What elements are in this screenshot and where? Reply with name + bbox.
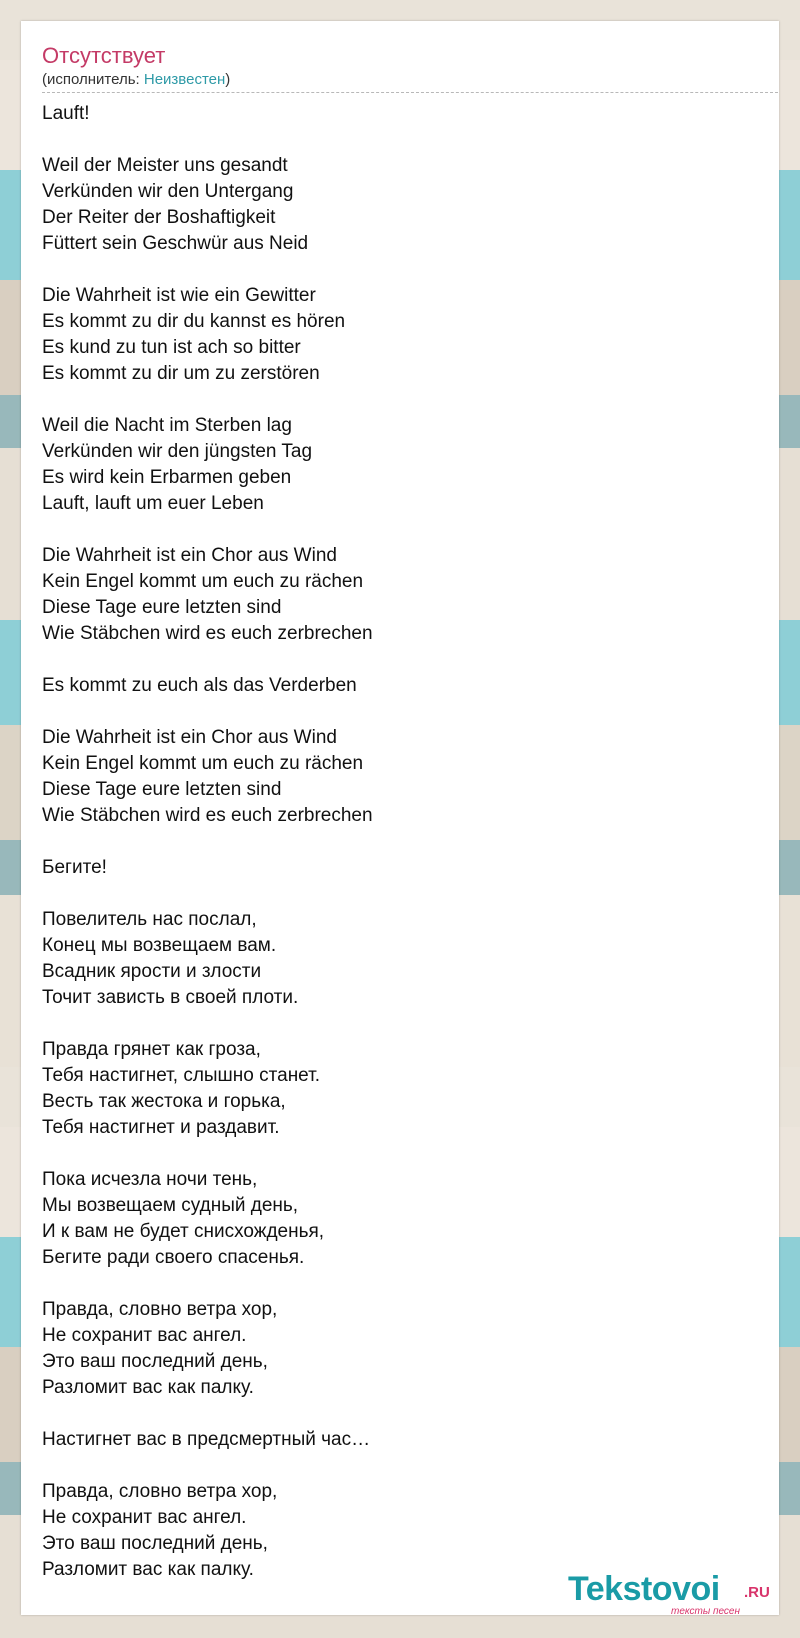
lyric-line: Правда, словно ветра хор, <box>42 1299 278 1320</box>
stanza-gap <box>42 387 762 413</box>
lyric-line: Конец мы возвещаем вам. <box>42 935 277 956</box>
lyric-line: Это ваш последний день, <box>42 1351 268 1372</box>
artist-link[interactable]: Неизвестен <box>143 71 226 88</box>
lyric-line: Es kommt zu dir du kannst es hören <box>42 311 346 332</box>
lyrics-card <box>21 21 779 1615</box>
artist-prefix: (исполнитель: <box>42 71 144 88</box>
song-title: Отсутствует <box>42 43 166 68</box>
lyric-line: Lauft, lauft um euer Leben <box>42 493 264 514</box>
lyric-line: Это ваш последний день, <box>42 1533 268 1554</box>
lyric-line: Пока исчезла ночи тень, <box>42 1169 258 1190</box>
lyric-line: Правда грянет как гроза, <box>42 1039 261 1060</box>
lyric-line: Es kommt zu dir um zu zerstören <box>42 363 320 384</box>
lyric-line: Тебя настигнет и раздавит. <box>42 1117 280 1138</box>
lyric-line: Es kommt zu euch als das Verderben <box>42 675 357 696</box>
lyric-line: Kein Engel kommt um euch zu rächen <box>42 571 364 592</box>
lyric-line: Füttert sein Geschwür aus Neid <box>42 233 309 254</box>
site-logo[interactable] <box>568 1570 768 1620</box>
lyric-line: Повелитель нас послал, <box>42 909 257 930</box>
lyric-line: Weil der Meister uns gesandt <box>42 155 288 176</box>
lyric-line: Kein Engel kommt um euch zu rächen <box>42 753 364 774</box>
lyric-line: Разломит вас как палку. <box>42 1559 254 1580</box>
lyric-line: И к вам не будет снисхожденья, <box>42 1221 325 1242</box>
stanza-gap <box>42 699 762 725</box>
lyric-line: Весть так жестока и горька, <box>42 1091 286 1112</box>
stanza-gap <box>42 1453 762 1479</box>
lyric-line: Die Wahrheit ist ein Chor aus Wind <box>42 545 337 566</box>
logo-tagline: тексты песен <box>671 1606 740 1617</box>
lyric-line: Всадник ярости и злости <box>42 961 262 982</box>
stanza-gap <box>42 829 762 855</box>
lyrics-body <box>42 101 762 1583</box>
lyric-line: Точит зависть в своей плоти. <box>42 987 299 1008</box>
stanza-gap <box>42 881 762 907</box>
lyric-line: Weil die Nacht im Sterben lag <box>42 415 292 436</box>
lyric-line: Бегите ради своего спасенья. <box>42 1247 305 1268</box>
lyric-line: Не сохранит вас ангел. <box>42 1507 247 1528</box>
lyric-line: Verkünden wir den jüngsten Tag <box>42 441 313 462</box>
lyric-line: Diese Tage eure letzten sind <box>42 597 282 618</box>
stanza-gap <box>42 1271 762 1297</box>
logo-tld: .RU <box>744 1584 770 1601</box>
stanza-gap <box>42 1011 762 1037</box>
lyric-line: Не сохранит вас ангел. <box>42 1325 247 1346</box>
lyric-line: Разломит вас как палку. <box>42 1377 254 1398</box>
lyric-line: Тебя настигнет, слышно станет. <box>42 1065 320 1086</box>
artist-line <box>42 71 230 88</box>
lyric-line: Lauft! <box>42 103 90 124</box>
title-divider <box>42 92 778 93</box>
lyric-line: Diese Tage eure letzten sind <box>42 779 282 800</box>
stanza-gap <box>42 1141 762 1167</box>
lyric-line: Es kund zu tun ist ach so bitter <box>42 337 301 358</box>
stanza-gap <box>42 647 762 673</box>
lyric-line: Die Wahrheit ist ein Chor aus Wind <box>42 727 337 748</box>
logo-wordmark: Tekstovoi <box>568 1570 720 1608</box>
lyric-line: Der Reiter der Boshaftigkeit <box>42 207 276 228</box>
lyric-line: Verkünden wir den Untergang <box>42 181 294 202</box>
lyric-line: Wie Stäbchen wird es euch zerbrechen <box>42 805 373 826</box>
lyric-line: Die Wahrheit ist wie ein Gewitter <box>42 285 316 306</box>
lyric-line: Бегите! <box>42 857 107 878</box>
lyric-line: Wie Stäbchen wird es euch zerbrechen <box>42 623 373 644</box>
stanza-gap <box>42 257 762 283</box>
lyric-line: Мы возвещаем судный день, <box>42 1195 299 1216</box>
lyric-line: Настигнет вас в предсмертный час… <box>42 1429 371 1450</box>
stanza-gap <box>42 1401 762 1427</box>
stanza-gap <box>42 127 762 153</box>
lyric-line: Правда, словно ветра хор, <box>42 1481 278 1502</box>
artist-suffix: ) <box>225 71 231 88</box>
lyric-line: Es wird kein Erbarmen geben <box>42 467 292 488</box>
stanza-gap <box>42 517 762 543</box>
